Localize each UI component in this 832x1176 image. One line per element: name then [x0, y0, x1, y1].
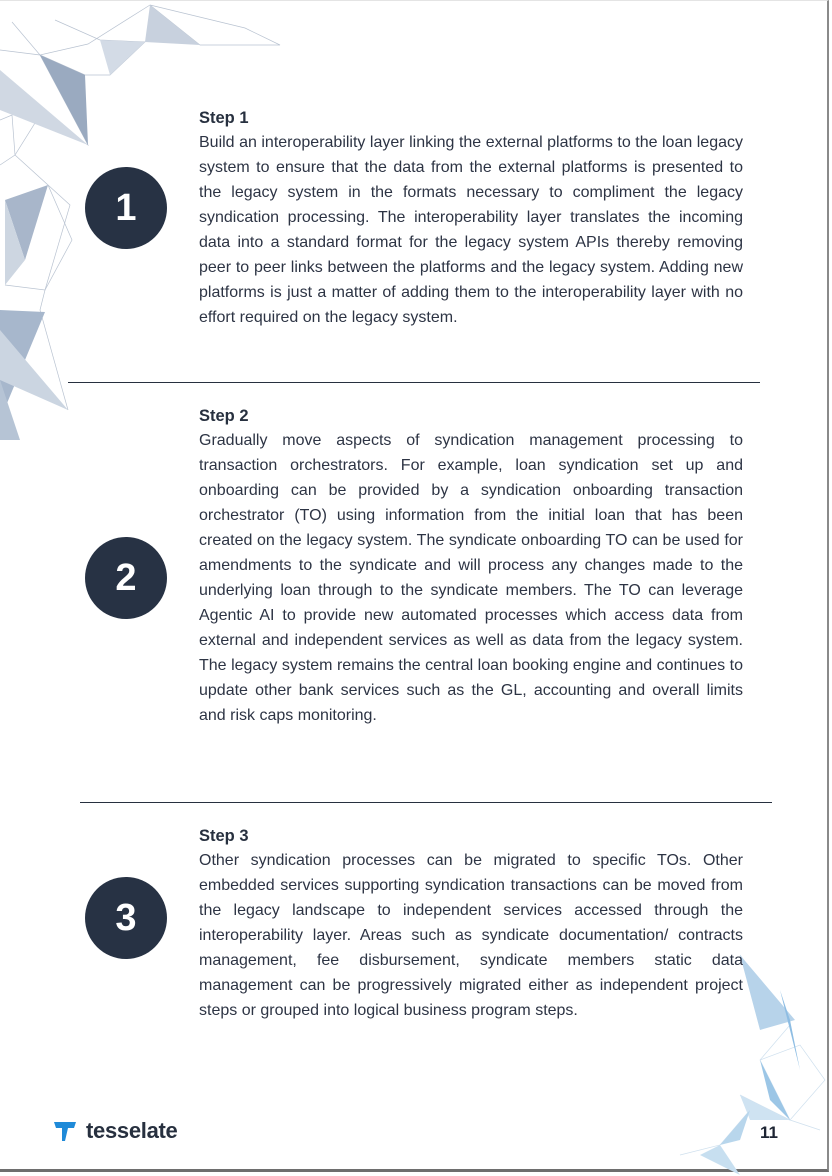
step-1 [199, 106, 743, 330]
divider-1 [68, 382, 760, 383]
step-3-title: Step 3 [199, 827, 249, 845]
step-2 [199, 404, 743, 728]
step-2-body: Gradually move aspects of syndication management processing to transaction orchestrators. For example, loan syndication set up and onboarding can be provided by a syndication onboarding transaction orchestrator (TO) using information from the initial loan that has been created on the legacy system. The syndicate onboarding TO can be used for amendments to the syndicate and will process any changes made to the underlying loan through to the syndicate members. The TO can leverage Agentic AI to provide new automated processes which access data from external and independent services as well as data from the legacy system. The legacy system remains the central loan booking engine and continues to update other bank services such as the GL, accounting and overall limits and risk caps monitoring. [199, 432, 743, 724]
step-1-number-badge: 1 [85, 167, 167, 249]
page-number: 11 [760, 1123, 778, 1142]
step-3 [199, 824, 743, 1023]
step-2-number-badge: 2 [85, 537, 167, 619]
step-1-title: Step 1 [199, 109, 249, 127]
brand-logo [54, 1118, 177, 1144]
step-3-body: Other syndication processes can be migrated to specific TOs. Other embedded services supporting syndication transactions can be moved from the legacy landscape to independent services accessed through the interoperability layer. Areas such as syndicate documentation/ contracts management, fee disbursement, syndicate members static data management can be progressively migrated either as independent project steps or grouped into logical business program steps. [199, 852, 743, 1019]
step-1-body: Build an interoperability layer linking the external platforms to the loan legacy system to ensure that the data from the external platforms is presented to the legacy system in the formats necessary to compliment the legacy syndication processing. The interoperability layer translates the incoming data into a standard format for the legacy system APIs thereby removing peer to peer links between the platforms and the legacy system. Adding new platforms is just a matter of adding them to the interoperability layer with no effort required on the legacy system. [199, 134, 743, 326]
step-3-number-badge: 3 [85, 877, 167, 959]
tesselate-logo-icon [54, 1120, 76, 1142]
divider-2 [80, 802, 772, 803]
step-2-title: Step 2 [199, 407, 249, 425]
brand-name: tesselate [86, 1118, 178, 1143]
